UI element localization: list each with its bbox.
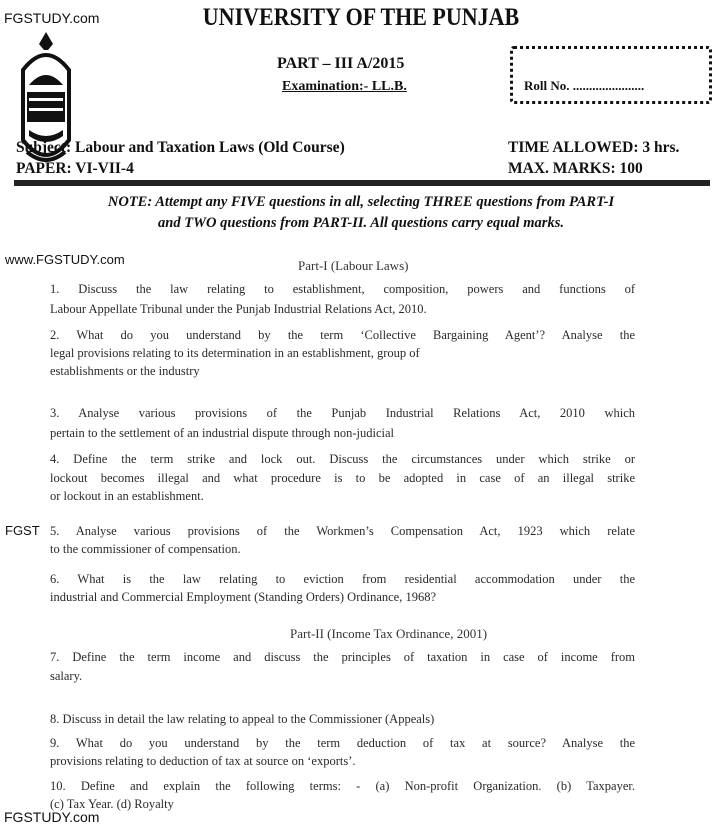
header-divider [14, 180, 710, 186]
watermark-partial: FGST [5, 523, 40, 538]
note-line-2: and TWO questions from PART-II. All questions carry equal marks. [158, 215, 564, 231]
question-4-line: or lockout in an establishment. [50, 489, 204, 503]
question-4-line: lockout becomes illegal and what procedure is to be adopted in case of an illegal strike [50, 471, 635, 485]
paper-code: PAPER: VI-VII-4 [16, 160, 134, 177]
roll-number-field: Roll No. ...................... [524, 78, 645, 93]
max-marks: MAX. MARKS: 100 [508, 160, 643, 177]
question-10-line: (c) Tax Year. (d) Royalty [50, 797, 174, 811]
exam-part: PART – III A/2015 [277, 55, 405, 72]
question-5-line: 5. Analyse various provisions of the Workmen’s Compensation Act, 1923 which relate [50, 524, 635, 538]
question-6-line: industrial and Commercial Employment (Standing Orders) Ordinance, 1968? [50, 590, 437, 604]
watermark-mid: www.FGSTUDY.com [5, 252, 125, 267]
watermark-top: FGSTUDY.com [4, 10, 100, 26]
question-1-line: 1. Discuss the law relating to establishment, composition, powers and functions of [50, 282, 635, 296]
time-allowed: TIME ALLOWED: 3 hrs. [508, 139, 680, 156]
note-line-1: NOTE: Attempt any FIVE questions in all, selecting THREE questions from PART-I [107, 194, 615, 210]
subject: Subject: Labour and Taxation Laws (Old Course) [16, 139, 345, 156]
question-7-line: salary. [50, 669, 83, 683]
question-2-line: establishments or the industry [50, 364, 200, 378]
examination-label: Examination:- LL.B. [282, 79, 407, 94]
question-10-line: 10. Define and explain the following terms: - (a) Non-profit Organization. (b) Taxpayer. [50, 779, 635, 793]
roll-number-box [510, 46, 712, 104]
question-3-line: pertain to the settlement of an industrial dispute through non-judicial [50, 426, 395, 440]
question-2-line: legal provisions relating to its determination in an establishment, group of [50, 346, 420, 360]
part2-heading: Part-II (Income Tax Ordinance, 2001) [290, 626, 488, 641]
question-6-line: 6. What is the law relating to eviction from residential accommodation under the [50, 572, 635, 586]
university-title: UNIVERSITY OF THE PUNJAB [202, 4, 520, 31]
question-2-line: 2. What do you understand by the term ‘Collective Bargaining Agent’? Analyse the [50, 328, 635, 342]
question-1-line: Labour Appellate Tribunal under the Punjab Industrial Relations Act, 2010. [50, 302, 427, 316]
question-9-line: provisions relating to deduction of tax at source on ‘exports’. [50, 754, 356, 768]
question-5-line: to the commissioner of compensation. [50, 542, 241, 556]
question-3-line: 3. Analyse various provisions of the Punjab Industrial Relations Act, 2010 which [50, 406, 635, 420]
watermark-bottom: FGSTUDY.com [4, 809, 100, 825]
question-9-line: 9. What do you understand by the term deduction of tax at source? Analyse the [50, 736, 635, 750]
question-8-line: 8. Discuss in detail the law relating to appeal to the Commissioner (Appeals) [50, 712, 435, 726]
part1-heading: Part-I (Labour Laws) [298, 258, 409, 273]
question-4-line: 4. Define the term strike and lock out. Discuss the circumstances under which strike or [50, 452, 635, 466]
question-7-line: 7. Define the term income and discuss the principles of taxation in case of income from [50, 650, 635, 664]
